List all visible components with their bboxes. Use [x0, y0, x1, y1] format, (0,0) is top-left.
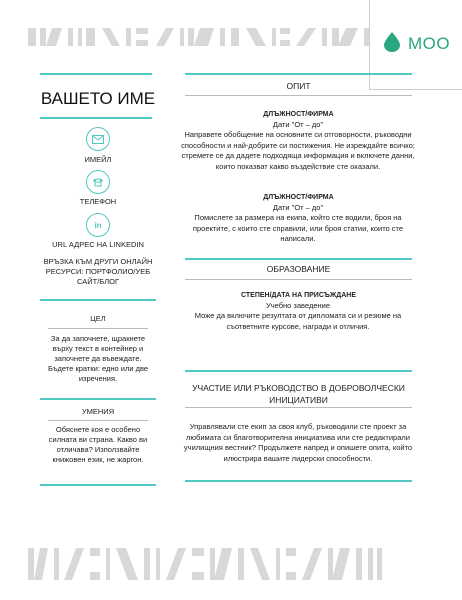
volunteer-bottom-divider: [185, 480, 412, 482]
objective-title-rule: [48, 328, 148, 329]
objective-title: ЦЕЛ: [90, 314, 106, 323]
experience-title-rule: [185, 95, 412, 96]
linkedin-icon: in: [86, 213, 110, 237]
volunteer-title: УЧАСТИЕ ИЛИ РЪКОВОДСТВО В ДОБРОВОЛЧЕСКИ ИНИЦИАТИВИ: [192, 383, 405, 405]
skills-bottom-divider: [40, 484, 156, 486]
education-title: ОБРАЗОВАНИЕ: [266, 264, 331, 274]
email-label: ИМЕЙЛ: [84, 155, 112, 164]
name-bottom-divider: [40, 117, 152, 119]
envelope-icon: [86, 127, 110, 151]
logo-text: MOO: [408, 34, 451, 53]
school-name: Учебно заведение: [265, 301, 331, 310]
job-text-2: Помислете за размера на екипа, който сте водили, броя на проектите, с които сте справили, или броя статии, които сте написали.: [192, 213, 404, 243]
other-resources-text: ВРЪЗКА КЪМ ДРУГИ ОНЛАЙН РЕСУРСИ: ПОРТФОЛИО/УЕБ САЙТ/БЛОГ: [43, 257, 153, 286]
name-top-divider: [40, 73, 152, 75]
phone-label: ТЕЛЕФОН: [79, 197, 117, 206]
education-text: Може да включите резултата от дипломата си и резюме на съответните курсове, награди и отличия.: [194, 311, 402, 331]
droplet-icon: [384, 32, 400, 52]
job-dates-1: Дати "От – до": [272, 120, 324, 129]
linkedin-label: URL АДРЕС НА LINKEDIN: [52, 240, 144, 249]
skills-title: УМЕНИЯ: [81, 407, 115, 416]
skills-text: Обяснете коя е особено силната ви страна. Какво ви отличава? Използвайте книжовен език, не жаргон.: [48, 425, 148, 464]
telephone-icon: [86, 170, 110, 194]
skills-top-divider: [40, 398, 156, 400]
job-text-1: Направете обобщение на основните си отговорности, ръководни способности и най-добрите си постижения. Не изреждайте всичко; стремете се да дадете подходяща информация и включете данни, които показват какво въздействие сте оказали.: [181, 130, 415, 171]
volunteer-top-divider: [185, 370, 412, 372]
logo-box: [369, 0, 462, 90]
objective-text: За да започнете, щракнете върху текст в контейнер и започнете да въвеждате. Бъдете кратки: едно или две изречения.: [47, 334, 149, 383]
job-title-1: ДЛЪЖНОСТ/ФИРМА: [263, 111, 334, 118]
job-dates-2: Дати "От – до": [272, 203, 324, 212]
decorative-pattern-top: [28, 26, 382, 48]
education-title-rule: [185, 279, 412, 280]
objective-top-divider: [40, 299, 156, 301]
job-title-2: ДЛЪЖНОСТ/ФИРМА: [263, 194, 334, 201]
candidate-name: ВАШЕТО ИМЕ: [40, 89, 156, 108]
volunteer-text: Управлявали сте екип за своя клуб, ръководили сте проект за любимата си благотворителна инициатива или сте редактирали училищния вестник? Продължете напред и опишете опита, който илюстрира вашите лидерски способности.: [183, 422, 413, 463]
degree-title: СТЕПЕН/ДАТА НА ПРИСЪЖДАНЕ: [241, 292, 356, 299]
skills-title-rule: [48, 420, 148, 421]
decorative-pattern-bottom: [28, 546, 382, 582]
education-top-divider: [185, 258, 412, 260]
volunteer-title-rule: [185, 407, 412, 408]
experience-top-divider: [185, 73, 412, 75]
experience-title: ОПИТ: [286, 81, 311, 91]
